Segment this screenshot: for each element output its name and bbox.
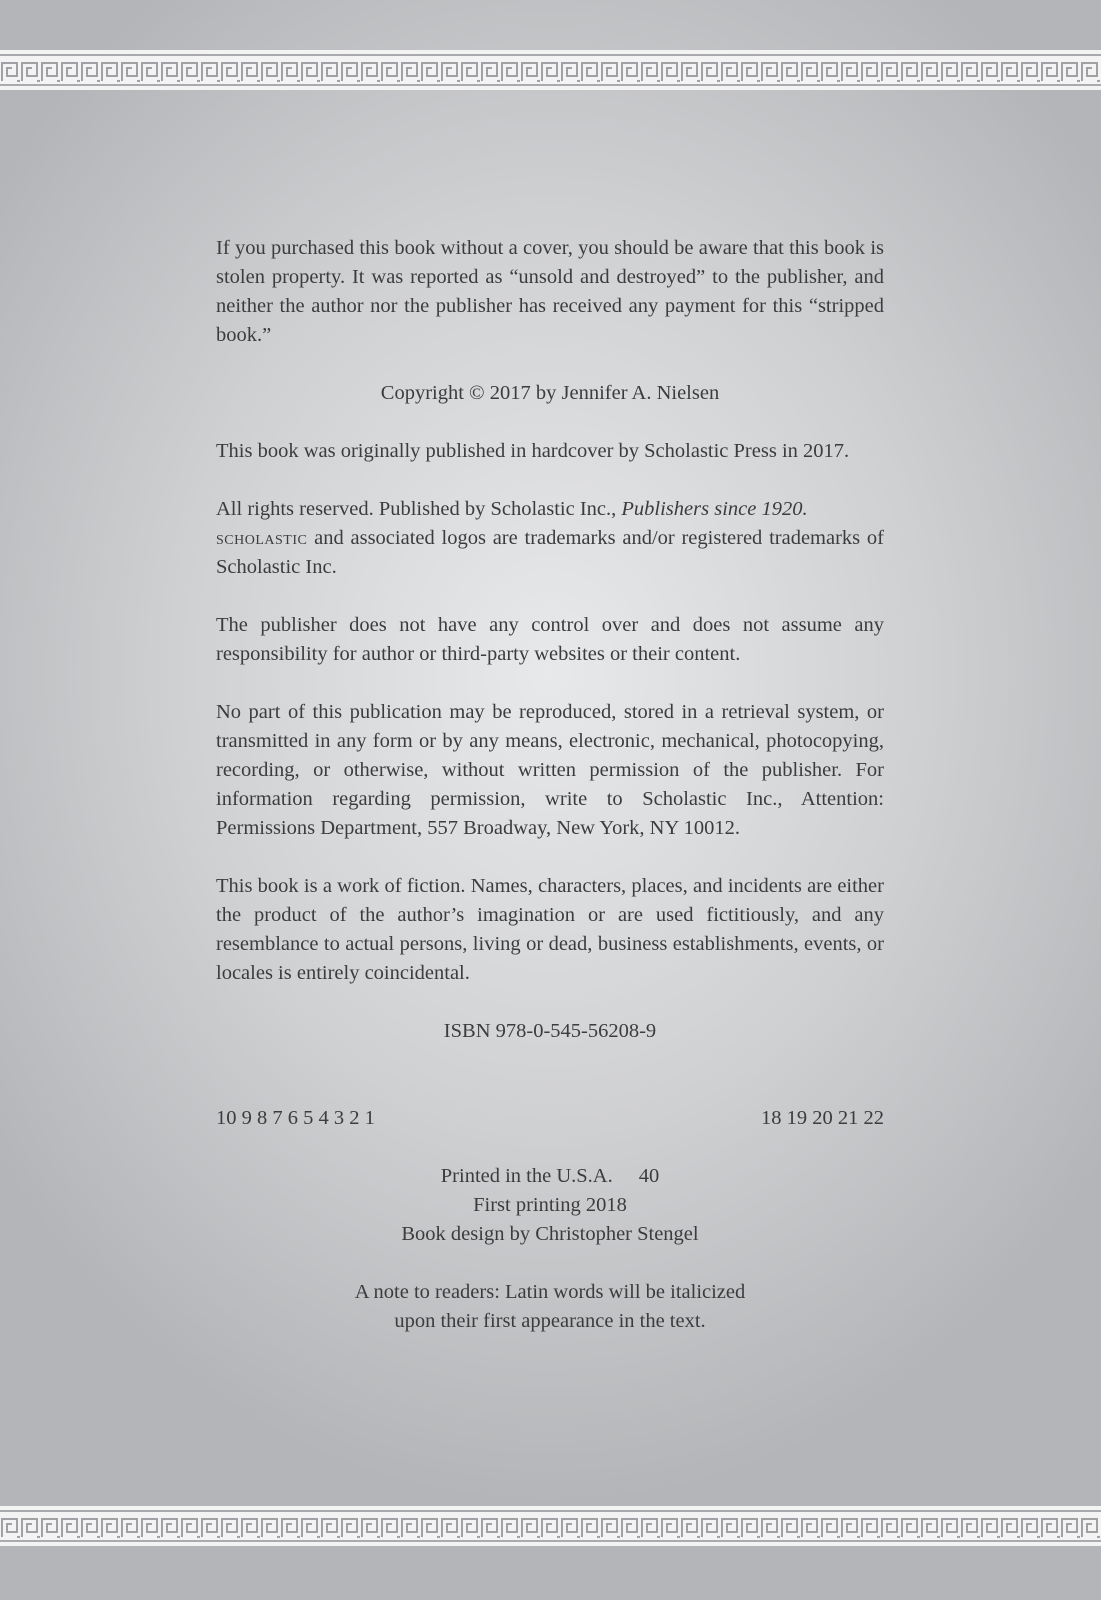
copyright-line: Copyright © 2017 by Jennifer A. Nielsen bbox=[380, 382, 720, 404]
printing-info bbox=[216, 1162, 884, 1249]
book-design: Book design by Christopher Stengel bbox=[401, 1223, 699, 1245]
printing-numbers: 10 9 8 7 6 5 4 3 2 1 bbox=[216, 1107, 375, 1129]
reproduction-notice: No part of this publication may be reproduced, stored in a retrieval system, or transmitted in any form or by any means, electronic, mechanical, photocopying, recording, or otherwise, without written permission of the publisher. For information regarding permission, write to Scholastic Inc., Attention: Permissions Department, 557 Broadway, New York, NY 10012. bbox=[216, 701, 884, 839]
note-line-1: A note to readers: Latin words will be italicized bbox=[354, 1281, 746, 1303]
original-publication: This book was originally published in hardcover by Scholastic Press in 2017. bbox=[216, 440, 850, 462]
greek-key-border-bottom bbox=[0, 1506, 1101, 1546]
rights-tail: and associated logos are trademarks and/or registered trademarks of Scholastic Inc. bbox=[216, 527, 884, 578]
publishers-since: Publishers since 1920. bbox=[621, 498, 808, 520]
third-party-disclaimer: The publisher does not have any control over and does not assume any responsibility for author or third-party websites or their content. bbox=[216, 614, 884, 665]
printing-line bbox=[216, 1104, 884, 1133]
scholastic-brand: scholastic bbox=[216, 527, 308, 549]
printed-in: Printed in the U.S.A. bbox=[440, 1165, 613, 1187]
fiction-disclaimer: This book is a work of fiction. Names, characters, places, and incidents are either the product of the author’s imagination or are used fictitiously, and any resemblance to actual persons, living or dead, business establishments, events, or locales is entirely coincidental. bbox=[216, 875, 884, 984]
isbn: ISBN 978-0-545-56208-9 bbox=[443, 1020, 657, 1042]
year-numbers: 18 19 20 21 22 bbox=[761, 1107, 884, 1129]
note-line-2: upon their first appearance in the text. bbox=[394, 1310, 706, 1332]
first-printing: First printing 2018 bbox=[473, 1194, 627, 1216]
stripped-book-notice: If you purchased this book without a cover, you should be aware that this book is stolen property. It was reported as “unsold and destroyed” to the publisher, and neither the author nor the publisher has received any payment for this “stripped book.” bbox=[216, 237, 884, 346]
rights-lead: All rights reserved. Published by Scholastic Inc., bbox=[216, 498, 622, 520]
note-to-readers bbox=[216, 1278, 884, 1336]
rights-reserved bbox=[216, 495, 884, 582]
greek-key-border-top bbox=[0, 50, 1101, 90]
printed-code: 40 bbox=[638, 1165, 660, 1187]
copyright-page-text bbox=[216, 234, 884, 1365]
